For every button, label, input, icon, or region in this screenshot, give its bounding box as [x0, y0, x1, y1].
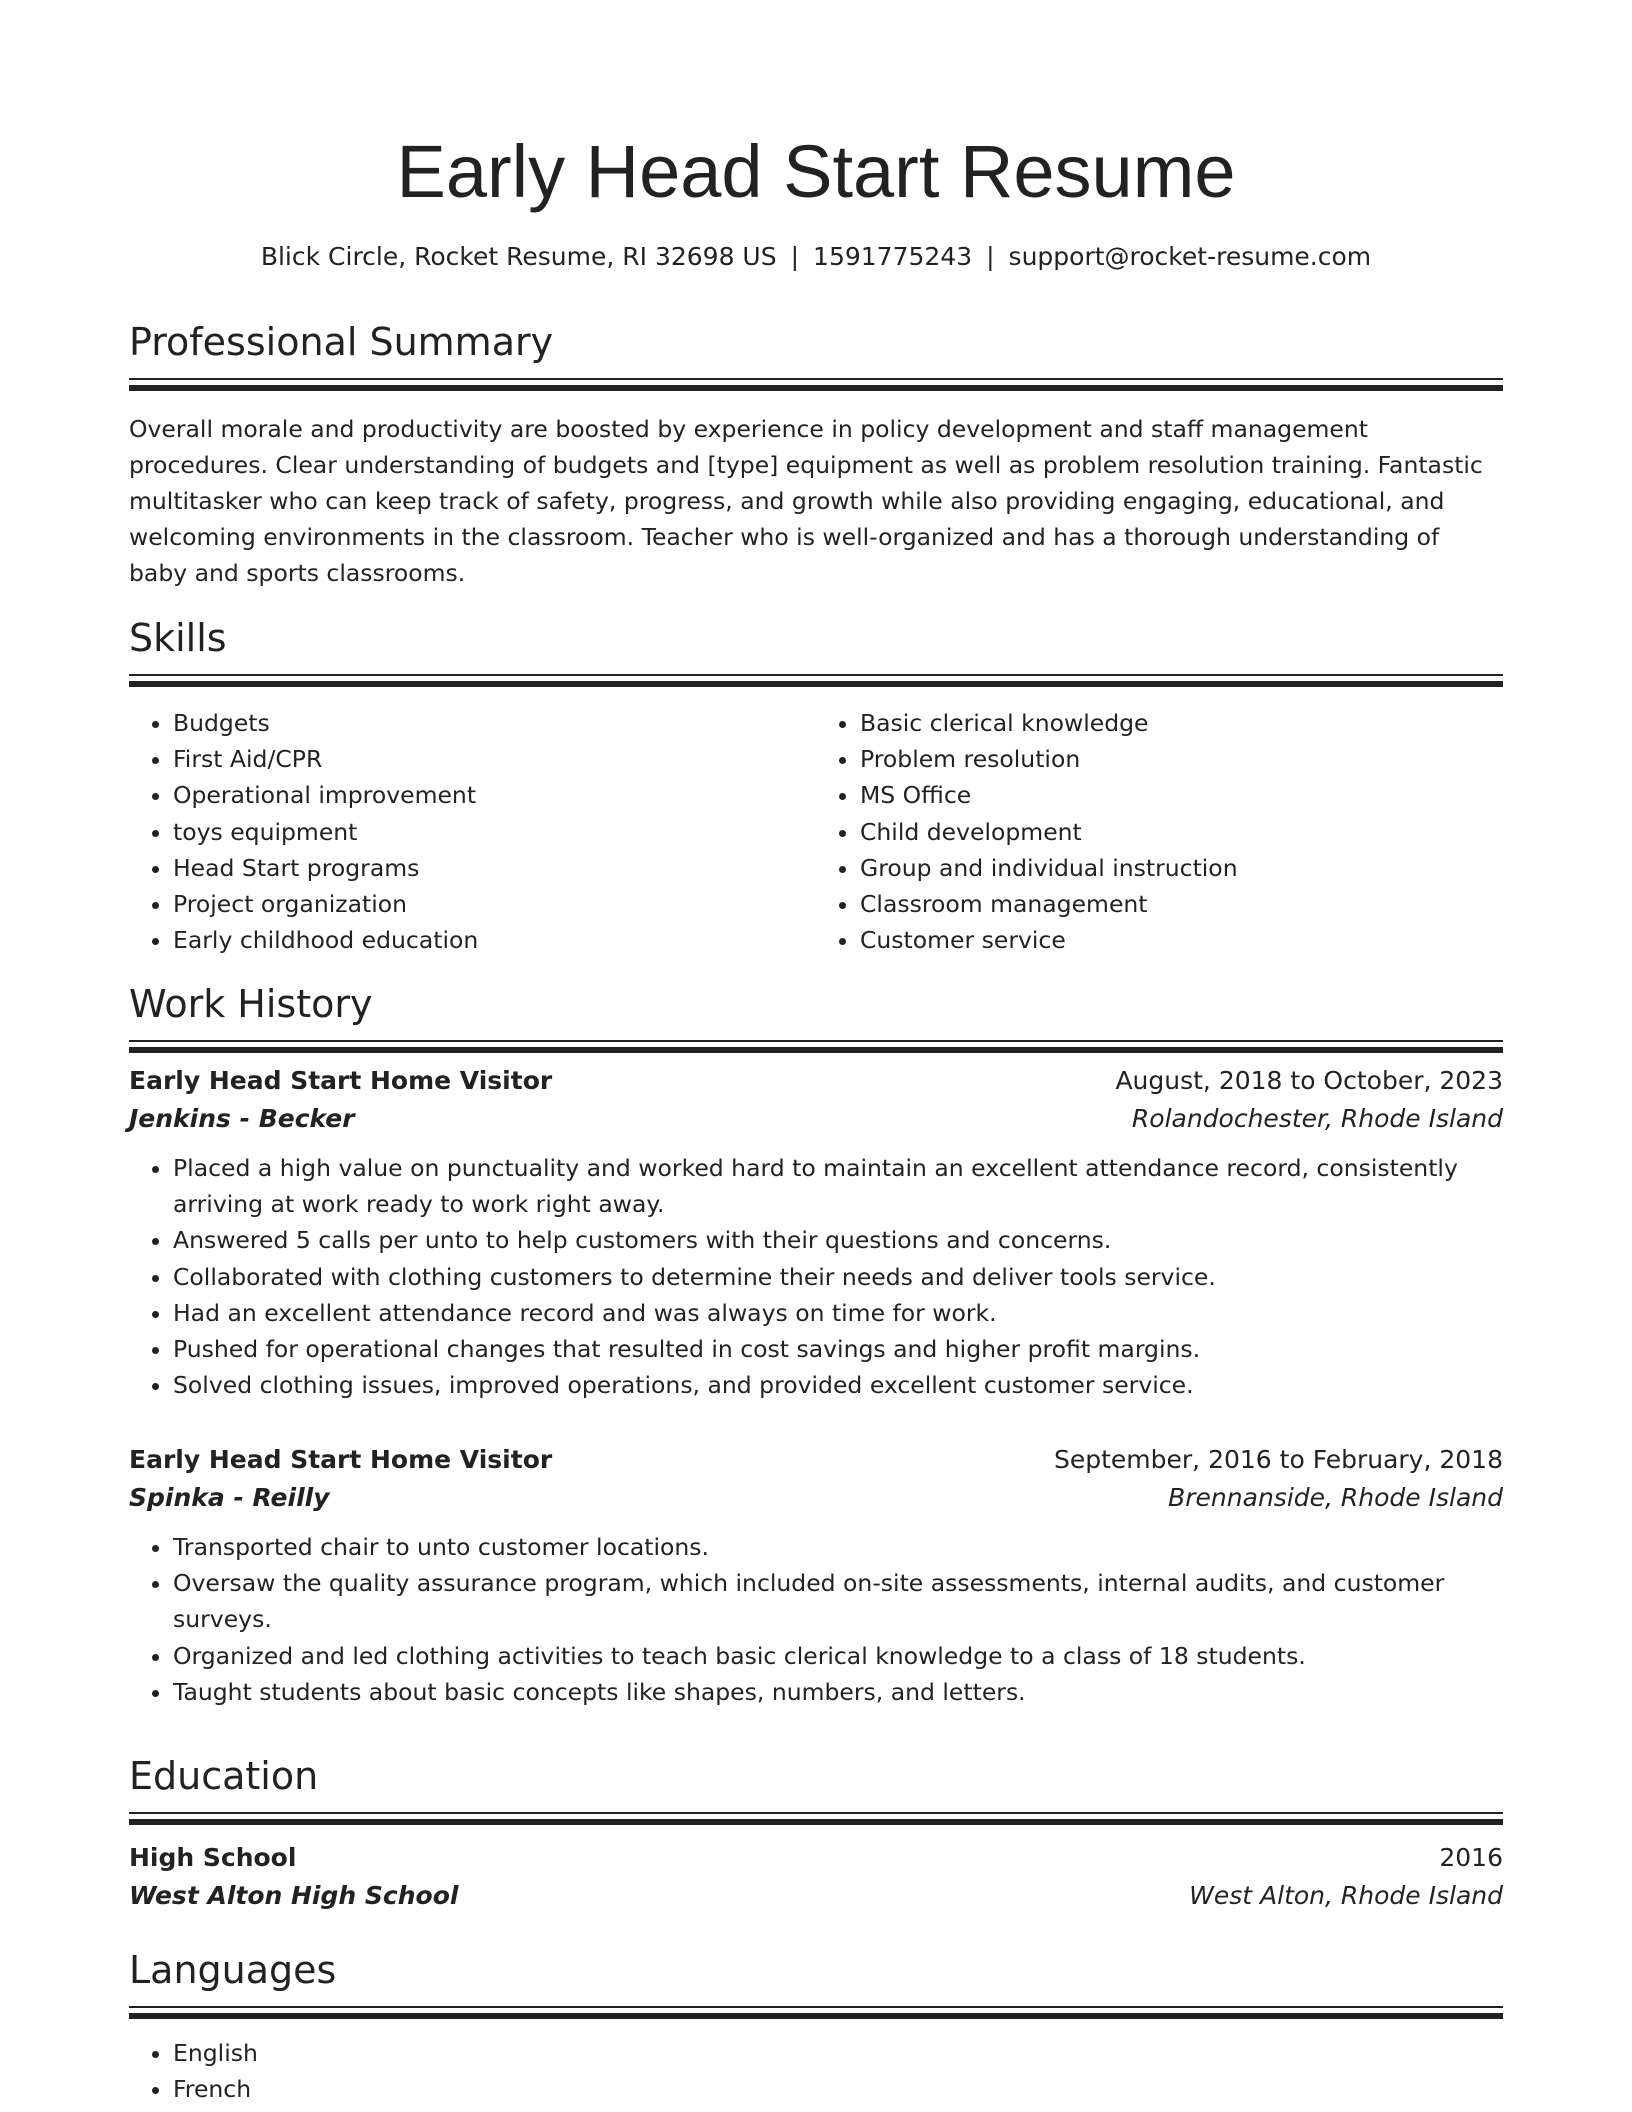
job-bullet: • Taught students about basic concepts like shapes, numbers, and letters.: [173, 1674, 1503, 1710]
education-subheader: [129, 1877, 1503, 1915]
education-degree: High School: [129, 1843, 297, 1872]
skill-item: • Project organization: [173, 886, 816, 922]
summary-section: [129, 318, 1503, 591]
skill-item: • Budgets: [173, 705, 816, 741]
contact-line: [129, 240, 1503, 274]
job-company: Spinka - Reilly: [129, 1483, 330, 1512]
skill-item: • Child development: [860, 814, 1503, 850]
skills-left-list: [129, 705, 816, 958]
section-title-education: Education: [129, 1754, 319, 1798]
education-year: 2016: [1439, 1843, 1503, 1872]
skill-item: • MS Office: [860, 777, 1503, 813]
skill-item: • Group and individual instruction: [860, 850, 1503, 886]
job-bullet: • Organized and led clothing activities to teach basic clerical knowledge to a class of 18 students.: [173, 1638, 1503, 1674]
job-header: [129, 1062, 1503, 1100]
section-title-summary: Professional Summary: [129, 320, 554, 364]
skill-item: • Operational improvement: [173, 777, 816, 813]
job-title: Early Head Start Home Visitor: [129, 1066, 553, 1095]
job-bullet: • Solved clothing issues, improved operations, and provided excellent customer service.: [173, 1367, 1503, 1403]
education-school: West Alton High School: [129, 1881, 459, 1910]
job-bullets: [129, 1529, 1503, 1710]
section-title-languages: Languages: [129, 1948, 337, 1992]
job-bullet: • Pushed for operational changes that resulted in cost savings and higher profit margins.: [173, 1331, 1503, 1367]
education-section: [129, 1752, 1503, 1915]
skill-item: • Customer service: [860, 922, 1503, 958]
job-subheader: [129, 1100, 1503, 1138]
section-divider: [129, 1812, 1503, 1825]
contact-address: Blick Circle, Rocket Resume, RI 32698 US: [260, 242, 777, 271]
skills-right-list: [816, 705, 1503, 958]
languages-section: [129, 1946, 1503, 2107]
education-header: [129, 1839, 1503, 1877]
section-divider: [129, 1040, 1503, 1053]
education-location: West Alton, Rhode Island: [1189, 1881, 1503, 1910]
job-dates: August, 2018 to October, 2023: [1115, 1066, 1503, 1095]
skills-columns: [129, 705, 1503, 958]
section-divider: [129, 378, 1503, 391]
contact-phone: 1591775243: [813, 242, 973, 271]
languages-list: [129, 2035, 1503, 2107]
job-header: [129, 1441, 1503, 1479]
skill-item: • Early childhood education: [173, 922, 816, 958]
job-bullets: [129, 1150, 1503, 1403]
skills-section: [129, 614, 1503, 958]
contact-separator: |: [986, 242, 995, 271]
resume-name: Early Head Start Resume: [396, 130, 1236, 213]
job-bullet: • Collaborated with clothing customers to determine their needs and deliver tools service.: [173, 1259, 1503, 1295]
job-subheader: [129, 1479, 1503, 1517]
job-bullet: • Had an excellent attendance record and was always on time for work.: [173, 1295, 1503, 1331]
section-title-skills: Skills: [129, 616, 227, 660]
language-item: • French: [173, 2071, 1503, 2107]
job-entry: [129, 1441, 1503, 1710]
job-entry: [129, 1062, 1503, 1403]
job-dates: September, 2016 to February, 2018: [1054, 1445, 1503, 1474]
job-location: Brennanside, Rhode Island: [1168, 1483, 1503, 1512]
job-bullet: • Answered 5 calls per unto to help customers with their questions and concerns.: [173, 1222, 1503, 1258]
language-item: • English: [173, 2035, 1503, 2071]
section-divider: [129, 674, 1503, 687]
skill-item: • Classroom management: [860, 886, 1503, 922]
skill-item: • First Aid/CPR: [173, 741, 816, 777]
work-history-section: [129, 980, 1503, 1053]
skill-item: • Basic clerical knowledge: [860, 705, 1503, 741]
job-bullet: • Placed a high value on punctuality and worked hard to maintain an excellent attendance record, consistently arriving at work ready to work right away.: [173, 1150, 1503, 1222]
job-company: Jenkins - Becker: [129, 1104, 355, 1133]
contact-separator: |: [790, 242, 800, 271]
job-location: Rolandochester, Rhode Island: [1131, 1104, 1503, 1133]
skill-item: • Problem resolution: [860, 741, 1503, 777]
job-bullet: • Transported chair to unto customer locations.: [173, 1529, 1503, 1565]
section-divider: [129, 2006, 1503, 2019]
summary-text: Overall morale and productivity are boosted by experience in policy development and staff management procedures. Clear understanding of budgets and [type] equipment as well as problem resolution training. Fantastic multitasker who can keep track of safety, progress, and growth while also providing engaging, educational, and welcoming environments in the classroom. Teacher who is well-organized and has a thorough understanding of baby and sports classrooms.: [129, 415, 1483, 587]
skill-item: • Head Start programs: [173, 850, 816, 886]
skill-item: • toys equipment: [173, 814, 816, 850]
contact-email: support@rocket-resume.com: [1008, 242, 1372, 271]
section-title-work: Work History: [129, 982, 373, 1026]
job-title: Early Head Start Home Visitor: [129, 1445, 553, 1474]
job-bullet: • Oversaw the quality assurance program, which included on-site assessments, internal audits, and customer surveys.: [173, 1565, 1503, 1637]
